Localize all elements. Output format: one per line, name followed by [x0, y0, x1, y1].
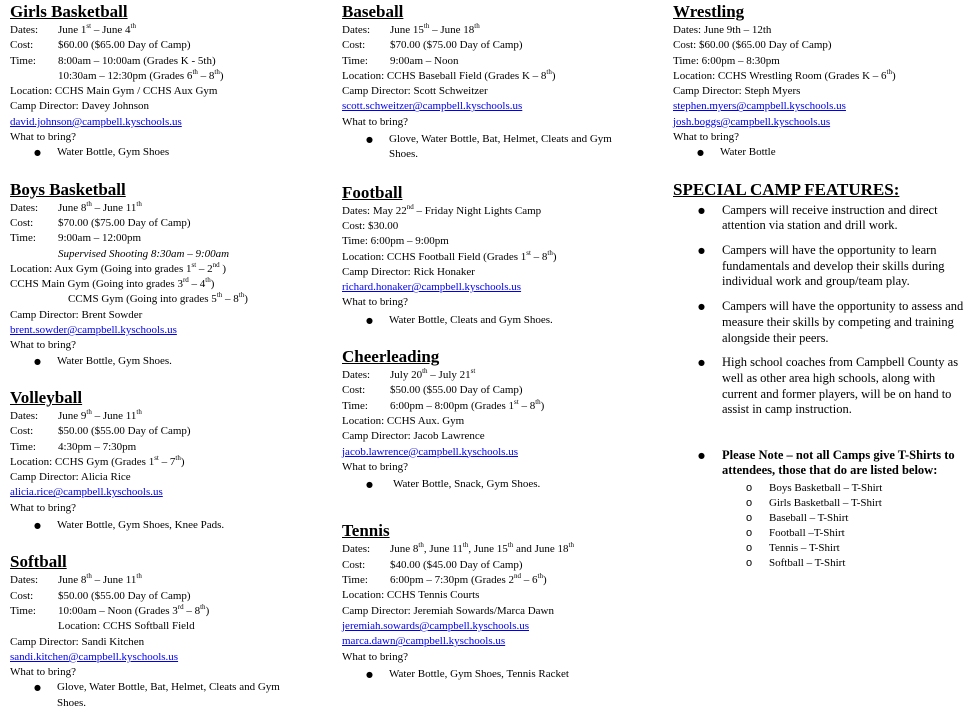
football-bring-item: ● Water Bottle, Cleats and Gym Shoes.	[342, 313, 662, 328]
tshirt-item: o Softball – T-Shirt	[673, 556, 965, 571]
special-feature-item: ● Campers will have the opportunity to assess and measure their skills by competing and training alongside their peers.	[673, 299, 965, 346]
girls-location: Location: CCHS Main Gym / CCHS Aux Gym	[10, 85, 218, 98]
baseball-section	[342, 2, 662, 163]
special-feature-item: ● Campers will have the opportunity to learn fundamentals and develop their skills during individual work and group/team play.	[673, 243, 965, 290]
tennis-time: Time: 6:00pm – 7:30pm (Grades 2nd – 6th)	[342, 572, 547, 587]
boys-email-link[interactable]: brent.sowder@campbell.kyschools.us	[10, 324, 177, 337]
baseball-email-link[interactable]: scott.schweitzer@campbell.kyschools.us	[342, 100, 523, 113]
boys-cost: Cost: $70.00 ($75.00 Day of Camp)	[10, 216, 191, 229]
softball-director: Camp Director: Sandi Kitchen	[10, 635, 145, 648]
softball-section	[10, 552, 330, 711]
wrestling-email-link-1[interactable]: stephen.myers@campbell.kyschools.us	[673, 100, 846, 113]
football-section	[342, 183, 662, 328]
football-title: Football	[342, 182, 403, 202]
tshirt-note: ● Please Note – not all Camps give T-Shirts to attendees, those that do are listed below:	[673, 448, 965, 479]
tennis-location: Location: CCHS Tennis Courts	[342, 589, 480, 602]
boys-time: Time: 9:00am – 12:00pm	[10, 232, 142, 245]
football-bring-label: What to bring?	[342, 296, 408, 309]
cheer-time: Time: 6:00pm – 8:00pm (Grades 1st – 8th)	[342, 397, 545, 412]
boys-location-1: Location: Aux Gym (Going into grades 1st – 2nd )	[10, 260, 227, 275]
volleyball-cost: Cost: $50.00 ($55.00 Day of Camp)	[10, 425, 191, 438]
football-dates: Dates: May 22nd – Friday Night Lights Camp	[342, 202, 542, 217]
special-feature-item: ● High school coaches from Campbell County as well as other area high schools, along with current and former players, will be on hand to assist in camp instruction.	[673, 355, 965, 418]
cheer-dates: Dates: July 20th – July 21st	[342, 367, 476, 382]
volleyball-bring-label: What to bring?	[10, 501, 76, 514]
special-features-title: SPECIAL CAMP FEATURES:	[673, 179, 900, 199]
cheer-cost: Cost: $50.00 ($55.00 Day of Camp)	[342, 384, 523, 397]
softball-time: Time: 10:00am – Noon (Grades 3rd – 8th)	[10, 602, 210, 617]
volleyball-director: Camp Director: Alicia Rice	[10, 471, 131, 484]
cheerleading-title: Cheerleading	[342, 347, 440, 367]
volleyball-location: Location: CCHS Gym (Grades 1st – 7th)	[10, 453, 185, 468]
tshirt-item: o Football –T-Shirt	[673, 526, 965, 541]
baseball-bring-label: What to bring?	[342, 115, 408, 128]
tshirt-item: o Tennis – T-Shirt	[673, 541, 965, 556]
baseball-cost: Cost: $70.00 ($75.00 Day of Camp)	[342, 39, 523, 52]
wrestling-dates: Dates: June 9th – 12th	[673, 24, 772, 36]
special-features-section	[673, 180, 965, 571]
girls-dates: Dates: June 1st – June 4th	[10, 22, 136, 36]
baseball-bring-item: ● Glove, Water Bottle, Bat, Helmet, Cleats and Gym Shoes.	[342, 132, 629, 163]
wrestling-email-link-2[interactable]: josh.boggs@campbell.kyschools.us	[673, 115, 831, 128]
tennis-title: Tennis	[342, 521, 390, 541]
tshirt-item: o Baseball – T-Shirt	[673, 511, 965, 526]
softball-location: Location: CCHS Softball Field	[58, 620, 195, 633]
baseball-title: Baseball	[342, 2, 404, 21]
column-right	[673, 2, 965, 571]
wrestling-location: Location: CCHS Wrestling Room (Grades K – 6th)	[673, 67, 896, 82]
boys-dates: Dates: June 8th – June 11th	[10, 199, 142, 214]
softball-bring-label: What to bring?	[10, 666, 76, 679]
girls-time: Time: 8:00am – 10:00am (Grades K - 5th)	[10, 54, 216, 67]
wrestling-director: Camp Director: Steph Myers	[673, 85, 801, 98]
cheer-director: Camp Director: Jacob Lawrence	[342, 430, 485, 443]
softball-email-link[interactable]: sandi.kitchen@campbell.kyschools.us	[10, 650, 179, 663]
special-feature-item: ● Campers will receive instruction and direct attention via station and drill work.	[673, 203, 965, 234]
cheer-email-link[interactable]: jacob.lawrence@campbell.kyschools.us	[342, 445, 518, 458]
girls-email-link[interactable]: david.johnson@campbell.kyschools.us	[10, 115, 182, 128]
wrestling-time: Time: 6:00pm – 8:30pm	[673, 54, 780, 67]
football-time: Time: 6:00pm – 9:00pm	[342, 235, 449, 248]
baseball-director: Camp Director: Scott Schweitzer	[342, 85, 488, 98]
wrestling-bring-item: ● Water Bottle	[673, 145, 965, 160]
column-left	[10, 2, 330, 711]
tennis-director: Camp Director: Jeremiah Sowards/Marca Dawn	[342, 604, 554, 617]
wrestling-section	[673, 2, 965, 161]
softball-dates: Dates: June 8th – June 11th	[10, 572, 142, 587]
wrestling-bring-label: What to bring?	[673, 131, 739, 144]
column-middle	[342, 2, 662, 682]
volleyball-dates: Dates: June 9th – June 11th	[10, 407, 142, 422]
cheerleading-section	[342, 347, 662, 492]
tennis-email-link-1[interactable]: jeremiah.sowards@campbell.kyschools.us	[342, 619, 530, 632]
girls-cost: Cost: $60.00 ($65.00 Day of Camp)	[10, 39, 191, 52]
boys-location-2: CCHS Main Gym (Going into grades 3rd – 4th)	[10, 276, 215, 291]
girls-bring-label: What to bring?	[10, 131, 76, 144]
football-director: Camp Director: Rick Honaker	[342, 265, 475, 278]
softball-cost: Cost: $50.00 ($55.00 Day of Camp)	[10, 589, 191, 602]
boys-location-3: CCMS Gym (Going into grades 5th – 8th)	[68, 291, 248, 306]
boys-shooting-time: Supervised Shooting 8:30am – 9:00am	[58, 247, 230, 260]
wrestling-cost: Cost: $60.00 ($65.00 Day of Camp)	[673, 39, 832, 52]
softball-bring-item: ● Glove, Water Bottle, Bat, Helmet, Cleats and Gym Shoes.	[10, 680, 297, 711]
boys-basketball-section	[10, 180, 330, 369]
baseball-dates: Dates: June 15th – June 18th	[342, 22, 480, 36]
football-location: Location: CCHS Football Field (Grades 1st – 8th)	[342, 248, 557, 263]
tennis-email-link-2[interactable]: marca.dawn@campbell.kyschools.us	[342, 635, 506, 648]
girls-director: Camp Director: Davey Johnson	[10, 100, 149, 113]
wrestling-title: Wrestling	[673, 2, 745, 21]
cheer-location: Location: CCHS Aux. Gym	[342, 414, 465, 427]
tennis-bring-item: ● Water Bottle, Gym Shoes, Tennis Racket	[342, 667, 662, 682]
girls-basketball-title: Girls Basketball	[10, 2, 128, 21]
volleyball-bring-item: ● Water Bottle, Gym Shoes, Knee Pads.	[10, 518, 330, 533]
girls-bring-item: ● Water Bottle, Gym Shoes	[10, 145, 330, 160]
boys-bring-label: What to bring?	[10, 339, 76, 352]
tennis-dates: Dates: June 8th, June 11th, June 15th and June 18th	[342, 541, 574, 556]
tshirt-item: o Girls Basketball – T-Shirt	[673, 496, 965, 511]
girls-basketball-section	[10, 2, 330, 161]
volleyball-title: Volleyball	[10, 387, 83, 407]
tennis-bring-label: What to bring?	[342, 650, 408, 663]
girls-time-2: 10:30am – 12:30pm (Grades 6th – 8th)	[58, 67, 224, 82]
tshirt-item: o Boys Basketball – T-Shirt	[673, 481, 965, 496]
football-cost: Cost: $30.00	[342, 219, 399, 232]
volleyball-time: Time: 4:30pm – 7:30pm	[10, 440, 137, 453]
cheer-bring-label: What to bring?	[342, 460, 408, 473]
football-email-link[interactable]: richard.honaker@campbell.kyschools.us	[342, 281, 522, 294]
baseball-location: Location: CCHS Baseball Field (Grades K – 8th)	[342, 67, 556, 82]
boys-director: Camp Director: Brent Sowder	[10, 308, 143, 321]
volleyball-email-link[interactable]: alicia.rice@campbell.kyschools.us	[10, 486, 163, 499]
volleyball-section	[10, 388, 330, 533]
cheer-bring-item: ● Water Bottle, Snack, Gym Shoes.	[342, 477, 662, 492]
softball-title: Softball	[10, 552, 67, 572]
boys-basketball-title: Boys Basketball	[10, 179, 126, 199]
tennis-section	[342, 521, 662, 682]
baseball-time: Time: 9:00am – Noon	[342, 54, 459, 67]
tennis-cost: Cost: $40.00 ($45.00 Day of Camp)	[342, 558, 523, 571]
boys-bring-item: ● Water Bottle, Gym Shoes.	[10, 354, 330, 369]
